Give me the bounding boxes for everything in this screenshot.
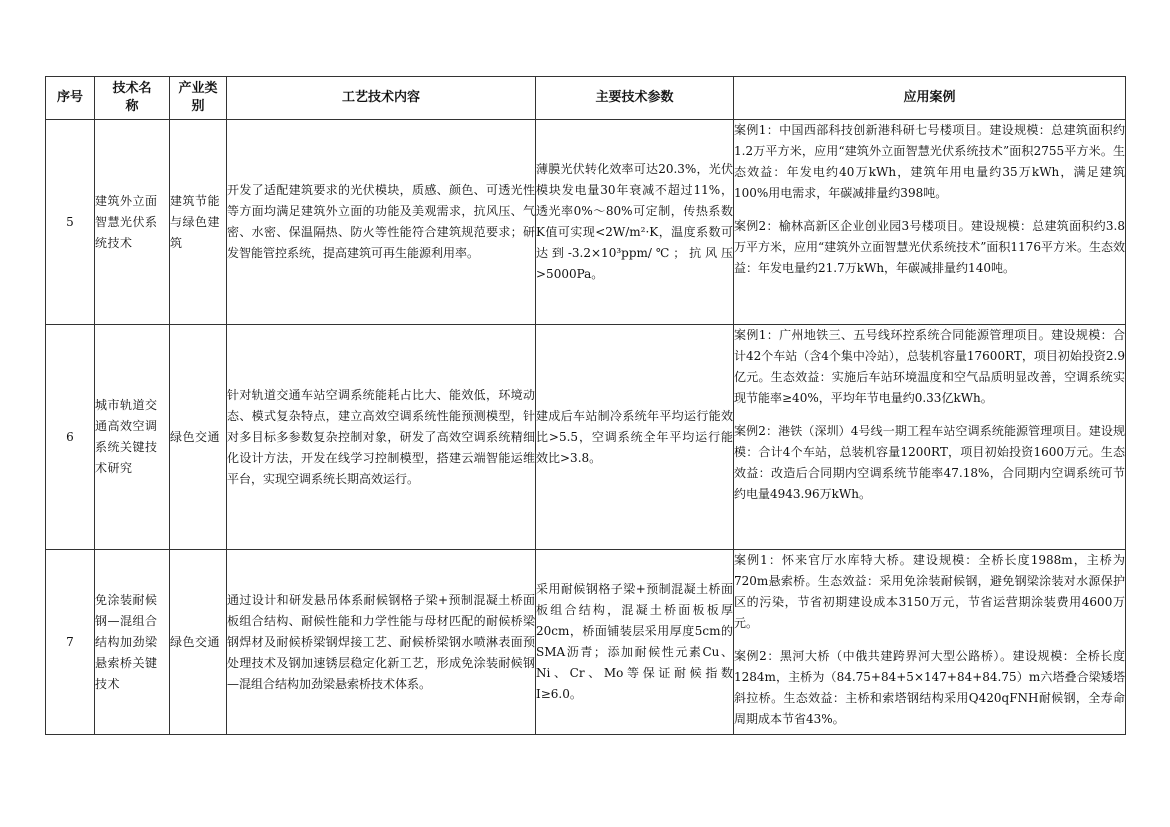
tech-name: 免涂装耐候钢—混组合结构加劲梁悬索桥关键技术 xyxy=(95,550,170,735)
table-row xyxy=(46,120,1126,325)
case-2: 案例2：黑河大桥（中俄共建跨界河大型公路桥）。建设规模：全桥长度1284m，主桥为（84.75+84+5×147+84+84.75）m六塔叠合梁矮塔斜拉桥。生态效益：主桥和索塔钢结构采用Q420qFNH耐候钢，全寿命周期成本节省43%。 xyxy=(734,649,1125,726)
table-row xyxy=(46,325,1126,550)
industry-category: 绿色交通 xyxy=(170,550,227,735)
case-1: 案例1：中国西部科技创新港科研七号楼项目。建设规模：总建筑面积约1.2万平方米，应用“建筑外立面智慧光伏系统技术”面积2755平方米。生态效益：年发电约40万kWh，建筑年用电量约35万kWh，满足建筑100%用电需求，年碳减排量约398吨。 xyxy=(734,123,1125,200)
industry-category: 建筑节能与绿色建筑 xyxy=(170,120,227,325)
tech-params: 薄膜光伏转化效率可达20.3%，光伏模块发电量30年衰减不超过11%，透光率0%～80%可定制，传热系数K值可实现<2W/m²·K，温度系数可达到-3.2×10³ppm/℃；抗风压>5000Pa。 xyxy=(536,120,734,325)
tech-name: 建筑外立面智慧光伏系统技术 xyxy=(95,120,170,325)
header-cases: 应用案例 xyxy=(734,77,1126,120)
process-content: 通过设计和研发悬吊体系耐候钢格子梁+预制混凝土桥面板组合结构、耐候性能和力学性能与母材匹配的耐候桥梁钢焊材及耐候桥梁钢焊接工艺、耐候桥梁钢水喷淋表面预处理技术及钢加速锈层稳定化新工艺，形成免涂装耐候钢—混组合结构加劲梁悬索桥技术体系。 xyxy=(227,550,536,735)
header-name: 技术名称 xyxy=(95,77,170,120)
row-number: 5 xyxy=(46,120,95,325)
technology-table xyxy=(45,76,1126,735)
header-no: 序号 xyxy=(46,77,95,120)
tech-name: 城市轨道交通高效空调系统关键技术研究 xyxy=(95,325,170,550)
header-content: 工艺技术内容 xyxy=(227,77,536,120)
header-category: 产业类别 xyxy=(170,77,227,120)
row-number: 7 xyxy=(46,550,95,735)
application-cases xyxy=(734,120,1126,325)
industry-category: 绿色交通 xyxy=(170,325,227,550)
row-number: 6 xyxy=(46,325,95,550)
case-2: 案例2：港铁（深圳）4号线一期工程车站空调系统能源管理项目。建设规模：合计4个车站，总装机容量1200RT，项目初始投资1600万元。生态效益：改造后合同期内空调系统节能率47.18%，合同期内空调系统可节约电量4943.96万kWh。 xyxy=(734,424,1125,501)
tech-params: 采用耐候钢格子梁+预制混凝土桥面板组合结构，混凝土桥面板板厚20cm，桥面铺装层采用厚度5cm的SMA沥青；添加耐候性元素Cu、Ni、Cr、Mo等保证耐候指数I≥6.0。 xyxy=(536,550,734,735)
table-row xyxy=(46,550,1126,735)
tech-params: 建成后车站制冷系统年平均运行能效比>5.5，空调系统全年平均运行能效比>3.8。 xyxy=(536,325,734,550)
header-row xyxy=(46,77,1126,120)
application-cases xyxy=(734,325,1126,550)
application-cases xyxy=(734,550,1126,735)
process-content: 开发了适配建筑要求的光伏模块，质感、颜色、可透光性等方面均满足建筑外立面的功能及美观需求，抗风压、气密、水密、保温隔热、防火等性能符合建筑规范要求；研发智能管控系统，提高建筑可再生能源利用率。 xyxy=(227,120,536,325)
process-content: 针对轨道交通车站空调系统能耗占比大、能效低，环境动态、模式复杂特点，建立高效空调系统性能预测模型，针对多目标多参数复杂控制对象，研发了高效空调系统精细化设计方法，开发在线学习控制模型，搭建云端智能运维平台，实现空调系统长期高效运行。 xyxy=(227,325,536,550)
case-2: 案例2：榆林高新区企业创业园3号楼项目。建设规模：总建筑面积约3.8万平方米，应用“建筑外立面智慧光伏系统技术”面积1176平方米。生态效益：年发电量约21.7万kWh，年碳减排量约140吨。 xyxy=(734,219,1125,275)
case-1: 案例1：广州地铁三、五号线环控系统合同能源管理项目。建设规模：合计42个车站（含4个集中冷站），总装机容量17600RT，项目初始投资2.9亿元。生态效益：实施后车站环境温度和空气品质明显改善，空调系统实现节能率≥40%，平均年节电量约0.33亿kWh。 xyxy=(734,328,1125,405)
case-1: 案例1：怀来官厅水库特大桥。建设规模：全桥长度1988m，主桥为720m悬索桥。生态效益：采用免涂装耐候钢，避免钢梁涂装对水源保护区的污染，节省初期建设成本3150万元，节省运营期涂装费用4600万元。 xyxy=(734,553,1125,630)
header-params: 主要技术参数 xyxy=(536,77,734,120)
